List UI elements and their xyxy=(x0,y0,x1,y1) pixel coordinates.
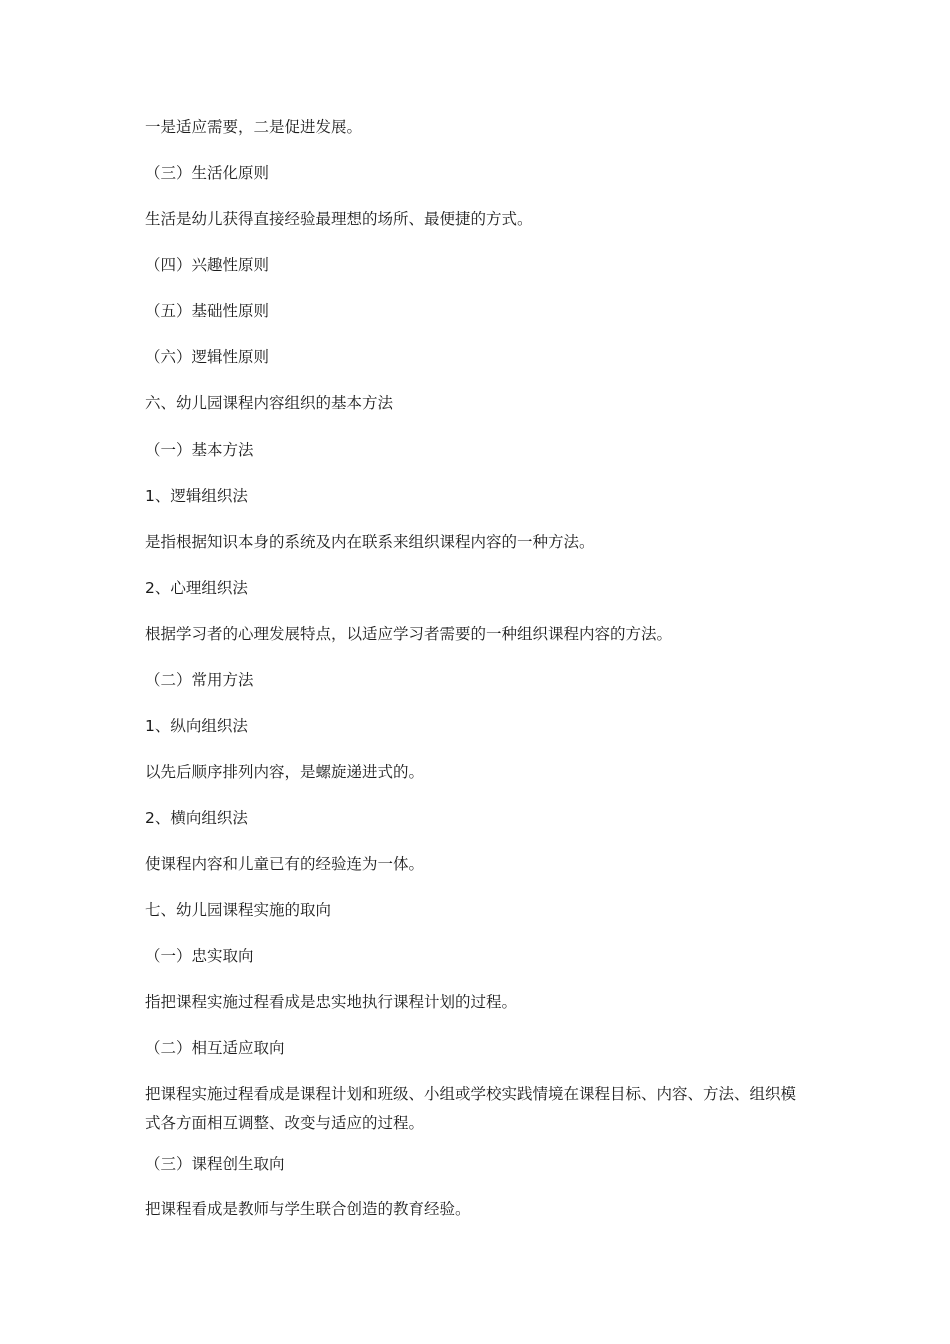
subheading: （五）基础性原则 xyxy=(145,302,270,320)
paragraph: 一是适应需要，二是促进发展。 xyxy=(145,118,363,136)
paragraph: 把课程看成是教师与学生联合创造的教育经验。 xyxy=(145,1200,471,1218)
paragraph: 生活是幼儿获得直接经验最理想的场所、最便捷的方式。 xyxy=(145,210,533,228)
paragraph: 把课程实施过程看成是课程计划和班级、小组或学校实践情境在课程目标、内容、方法、组织模式各方面相互调整、改变与适应的过程。 xyxy=(145,1085,797,1132)
subheading: （三）课程创生取向 xyxy=(145,1155,285,1173)
paragraph: 指把课程实施过程看成是忠实地执行课程计划的过程。 xyxy=(145,993,518,1011)
item-heading: 2、横向组织法 xyxy=(145,809,248,827)
item-heading: 1、纵向组织法 xyxy=(145,717,248,735)
paragraph: 以先后顺序排列内容，是螺旋递进式的。 xyxy=(145,763,425,781)
subheading: （二）相互适应取向 xyxy=(145,1039,285,1057)
subheading: （二）常用方法 xyxy=(145,671,254,689)
subheading: （一）基本方法 xyxy=(145,441,254,459)
section-heading: 六、幼儿园课程内容组织的基本方法 xyxy=(145,394,394,412)
subheading: （四）兴趣性原则 xyxy=(145,256,270,274)
section-heading: 七、幼儿园课程实施的取向 xyxy=(145,901,332,919)
subheading: （六）逻辑性原则 xyxy=(145,348,270,366)
subheading: （三）生活化原则 xyxy=(145,164,270,182)
paragraph: 是指根据知识本身的系统及内在联系来组织课程内容的一种方法。 xyxy=(145,533,595,551)
subheading: （一）忠实取向 xyxy=(145,947,254,965)
paragraph: 根据学习者的心理发展特点，以适应学习者需要的一种组织课程内容的方法。 xyxy=(145,625,673,643)
paragraph: 使课程内容和儿童已有的经验连为一体。 xyxy=(145,855,425,873)
item-heading: 2、心理组织法 xyxy=(145,579,248,597)
item-heading: 1、逻辑组织法 xyxy=(145,487,248,505)
